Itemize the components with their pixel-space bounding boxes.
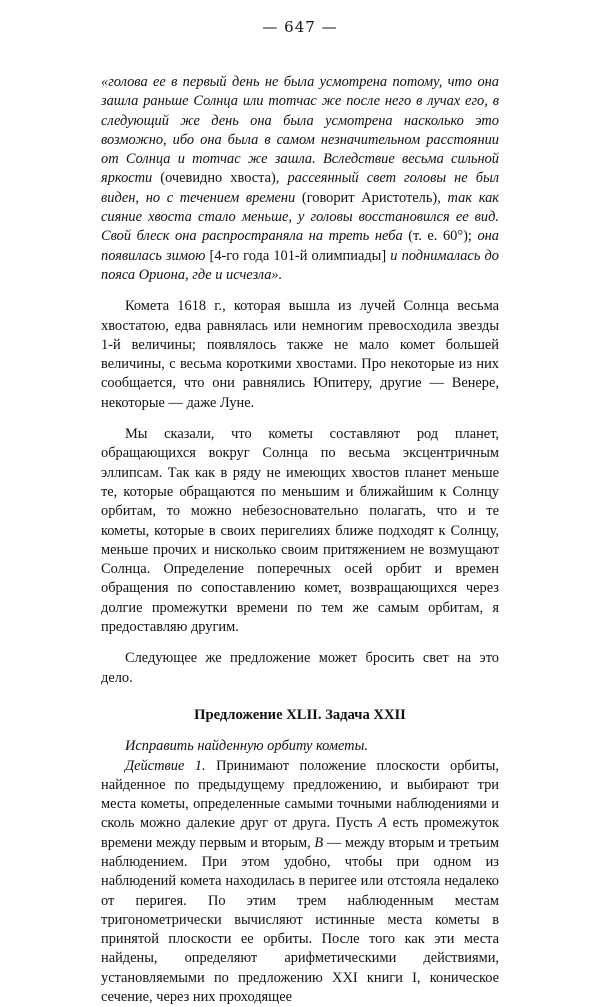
action-paragraph [101,757,499,1007]
paragraph-comet-1618: Комета 1618 г., которая вышла из лучей Солнца весьма хвостатою, едва равнялась или немногим превосходила звезды 1-й величины; появлялось также не мало комет большей величины, с весьма короткими хвостами. Про некоторые из них сообщается, что они равнялись Юпитеру, другие — Венере, некоторые — даже Луне. [101,297,499,413]
quote-part: (очевидно хвоста), [152,170,287,186]
quote-part: так как сияние хвоста стало меньше, у головы восстановился ее вид. Свой блеск она распространяла на треть неба [101,190,499,245]
spacer [101,285,499,297]
quote-part: рассеянный свет головы не был виден, но с течением времени [101,170,499,205]
quote-part: она появилась зимою [101,228,499,263]
quote-part: (говорит Аристотель), [295,190,447,206]
paragraph-next: Следующее же предложение может бросить свет на это дело. [101,649,499,688]
spacer [101,413,499,425]
action-text: — между вторым и третьим наблюдением. При этом удобно, чтобы при одном из наблюдений комета находилась в перигее или отстояла недалеко от перигея. По этим трем наблюденным местам тригонометрически вычисляют истинные места кометы в принятой плоскости ее орбиты. После того как эти места найдены, определяют арифметическими действиями, установляемыми по предложению XXI книги I, коническое сечение, через них проходящее [101,835,499,1005]
quote-part: и поднималась до пояса Ориона, где и исчезла». [101,248,499,283]
action-text: есть промежуток времени между первым и вторым, [101,815,499,850]
spacer [101,637,499,649]
quote-part: «голова ее в первый день не была усмотрена потому, что она зашла раньше Солнца или тотчас же после него в лучах его, в следующий же день она была усмотрена насколько это возможно, ибо она была в самом незначительном расстоянии от Солнца и тотчас же зашла. Вследствие весьма сильной яркости [101,74,499,186]
paragraph-planets: Мы сказали, что кометы составляют род планет, обращающихся вокруг Солнца по весьма эксцентричным эллипсам. Так как в ряду не имеющих хвостов планет меньше те, которые обращаются по меньшим и ближайшим к Солнцу орбитам, то можно небезосновательно полагать, что и те кометы, которые в своих перигелиях ближе подходят к Солнцу, меньше прочих и нисколько своим притяжением не возмущают Солнца. Определение поперечных осей орбит и времен обращения по сопоставлению комет, возвращающихся через долгие промежутки времени по тем же самым орбитам, я предоставляю другим. [101,425,499,637]
quote-part: (т. е. 60°); [403,228,478,244]
variable-a: A [378,815,387,831]
section-heading: Предложение XLII. Задача XXII [101,706,499,725]
action-text: Принимают положение плоскости орбиты, найденное по предыдущему предложению, и выбирают три места кометы, определенные самыми точными наблюдениями и сколь можно далекие друг от друга. Пусть [101,758,499,832]
spacer [101,725,499,737]
task-statement: Исправить найденную орбиту кометы. [101,737,499,756]
action-label: Действие 1. [125,758,206,774]
aristotle-quote [101,73,499,285]
page-body [101,73,499,1007]
variable-b: B [314,835,323,851]
quote-part: [4-го года 101-й олимпиады] [205,248,390,264]
page-number: — 647 — [0,18,600,36]
spacer [101,688,499,706]
